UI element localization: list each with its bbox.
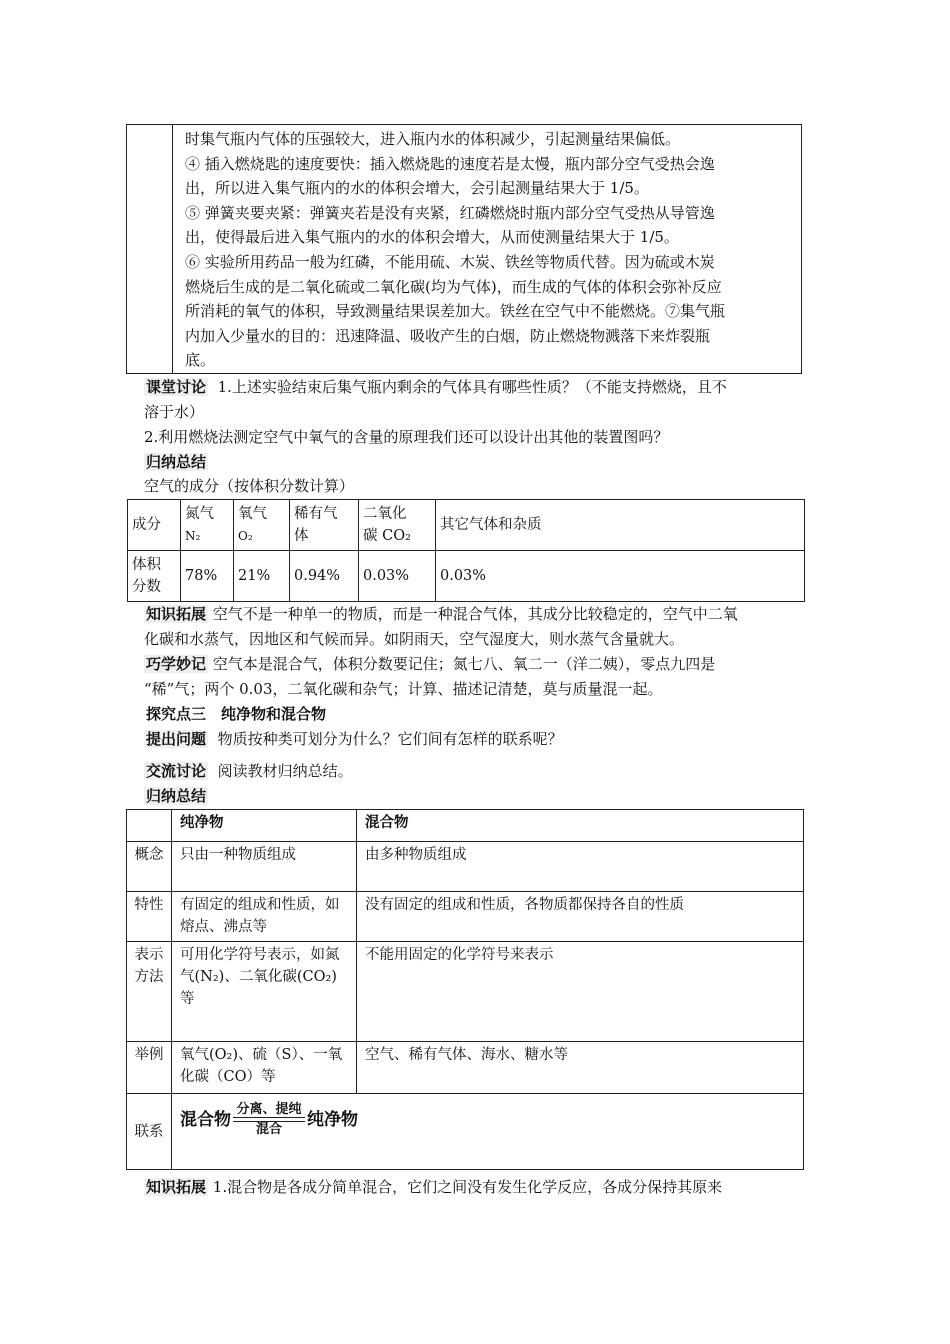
relation-right: 纯净物 <box>307 1109 358 1130</box>
pure-cell: 有固定的组成和性质，如熔点、沸点等 <box>172 892 357 942</box>
pure-header: 纯净物 <box>172 810 357 842</box>
relation-left: 混合物 <box>180 1109 231 1130</box>
question-line: 提出问题 物质按种类可划分为什么？它们间有怎样的联系呢？ <box>146 730 563 748</box>
pure-vs-mixture-table <box>126 809 804 1170</box>
row-label: 联系 <box>127 1094 172 1170</box>
table-head-cell: 成分 <box>128 500 181 551</box>
notes-line: 燃烧后生成的是二氧化硫或二氧化碳(均为气体)，而生成的气体的体积会弥补反应 <box>185 277 722 296</box>
table-row <box>127 810 804 842</box>
table-row <box>127 892 804 942</box>
notes-line: 内加入少量水的目的：迅速降温、吸收产生的白烟，防止燃烧物溅落下来炸裂瓶 <box>185 326 711 345</box>
mixture-cell: 空气、稀有气体、海水、糖水等 <box>357 1042 804 1094</box>
discussion-q1-cont: 溶于水） <box>144 403 205 421</box>
table-row <box>127 942 804 1042</box>
o2-head-cell: 氧气 O₂ <box>234 500 290 551</box>
air-composition-table <box>127 499 805 602</box>
notes-line: 时集气瓶内气体的压强较大，进入瓶内水的体积减少，引起测量结果偏低。 <box>185 130 681 148</box>
knowledge-1-line-2: 化碳和水蒸气，因地区和气候而异。如阴雨天，空气湿度大，则水蒸气含量就大。 <box>144 630 685 648</box>
double-arrow-icon <box>233 1102 305 1137</box>
mixture-header: 混合物 <box>357 810 804 842</box>
table-row <box>127 1042 804 1094</box>
row-label: 概念 <box>127 842 172 892</box>
notes-line: ⑥ 实验所用药品一般为红磷，不能用硫、木炭、铁丝等物质代替。因为硫或木炭 <box>185 252 715 271</box>
knowledge-label: 知识拓展 <box>146 605 207 623</box>
discussion-q1: 1.上述实验结束后集气瓶内剩余的气体具有哪些性质？（不能支持燃烧，且不 <box>217 378 727 396</box>
relation-diagram <box>180 1102 795 1137</box>
memory-label: 巧学妙记 <box>146 655 207 673</box>
notes-line: 所消耗的氧气的体积，导致测量结果误差加大。铁丝在空气中不能燃烧。⑦集气瓶 <box>185 302 726 321</box>
fraction-head-cell: 体积 分数 <box>128 551 181 602</box>
pure-cell: 可用化学符号表示，如氮气(N₂)、二氧化碳(CO₂)等 <box>172 942 357 1042</box>
relation-lower: 混合 <box>255 1122 282 1137</box>
relation-upper: 分离、提纯 <box>236 1102 302 1117</box>
summary-label: 归纳总结 <box>146 453 207 471</box>
notes-line: 出，所以进入集气瓶内的水的体积会增大，会引起测量结果大于 1/5。 <box>185 179 649 198</box>
memory-line-1: 巧学妙记 空气本是混合气，体积分数要记住；氮七八、氧二一（洋二姨），零点九四是 <box>146 655 716 673</box>
discussion-label: 课堂讨论 <box>146 378 207 396</box>
other-head-cell: 其它气体和杂质 <box>436 500 805 551</box>
mixture-cell: 不能用固定的化学符号来表示 <box>357 942 804 1042</box>
memory-line-2: “稀”气；两个 0.03，二氧化碳和杂气；计算、描述记清楚，莫与质量混一起。 <box>144 680 663 698</box>
experiment-notes-text <box>185 127 797 373</box>
row-label: 举例 <box>127 1042 172 1094</box>
question-label: 提出问题 <box>146 730 207 748</box>
o2-value: 21% <box>234 551 290 602</box>
notes-line: 底。 <box>185 351 216 370</box>
rare-gas-head-cell: 稀有气 体 <box>290 500 359 551</box>
rare-gas-value: 0.94% <box>290 551 359 602</box>
section-3-title: 探究点三 纯净物和混合物 <box>146 705 327 723</box>
exchange-line: 交流讨论 阅读教材归纳总结。 <box>146 762 353 780</box>
co2-head-cell: 二氧化 碳 CO₂ <box>359 500 436 551</box>
mixture-cell: 没有固定的组成和性质，各物质都保持各自的性质 <box>357 892 804 942</box>
box-divider <box>172 125 173 373</box>
knowledge-label: 知识拓展 <box>146 1178 207 1196</box>
table-row <box>128 551 805 602</box>
table-row <box>127 1094 804 1170</box>
notes-line: ⑤ 弹簧夹要夹紧：弹簧夹若是没有夹紧，红磷燃烧时瓶内部分空气受热从导管逸 <box>185 203 715 222</box>
row-label: 特性 <box>127 892 172 942</box>
knowledge-2-line: 知识拓展 1.混合物是各成分简单混合，它们之间没有发生化学反应，各成分保持其原来 <box>146 1178 723 1196</box>
pure-cell: 只由一种物质组成 <box>172 842 357 892</box>
discussion-q2: 2.利用燃烧法测定空气中氧气的含量的原理我们还可以设计出其他的装置图吗？ <box>144 428 669 446</box>
mixture-cell: 由多种物质组成 <box>357 842 804 892</box>
summary-2 <box>144 785 208 807</box>
summary-1 <box>144 451 208 473</box>
row-label: 表示方法 <box>127 942 172 1042</box>
relation-cell <box>172 1094 804 1170</box>
n2-value: 78% <box>181 551 234 602</box>
pure-cell: 氧气(O₂)、硫（S）、一氧化碳（CO）等 <box>172 1042 357 1094</box>
corner-cell <box>127 810 172 842</box>
notes-line: ④ 插入燃烧匙的速度要快：插入燃烧匙的速度若是太慢，瓶内部分空气受热会逸 <box>185 154 715 173</box>
other-value: 0.03% <box>436 551 805 602</box>
discussion-line-1 <box>144 376 727 398</box>
table-row <box>128 500 805 551</box>
air-composition-caption: 空气的成分（按体积分数计算） <box>144 477 355 495</box>
experiment-notes-box <box>126 124 802 374</box>
table-row <box>127 842 804 892</box>
knowledge-1-line-1: 知识拓展 空气不是一种单一的物质，而是一种混合气体，其成分比较稳定的，空气中二氧 <box>146 605 738 623</box>
summary-label: 归纳总结 <box>146 787 207 805</box>
n2-head-cell: 氮气 N₂ <box>181 500 234 551</box>
exchange-label: 交流讨论 <box>146 762 207 780</box>
co2-value: 0.03% <box>359 551 436 602</box>
notes-line: 出，使得最后进入集气瓶内的水的体积会增大，从而使测量结果大于 1/5。 <box>185 228 679 247</box>
